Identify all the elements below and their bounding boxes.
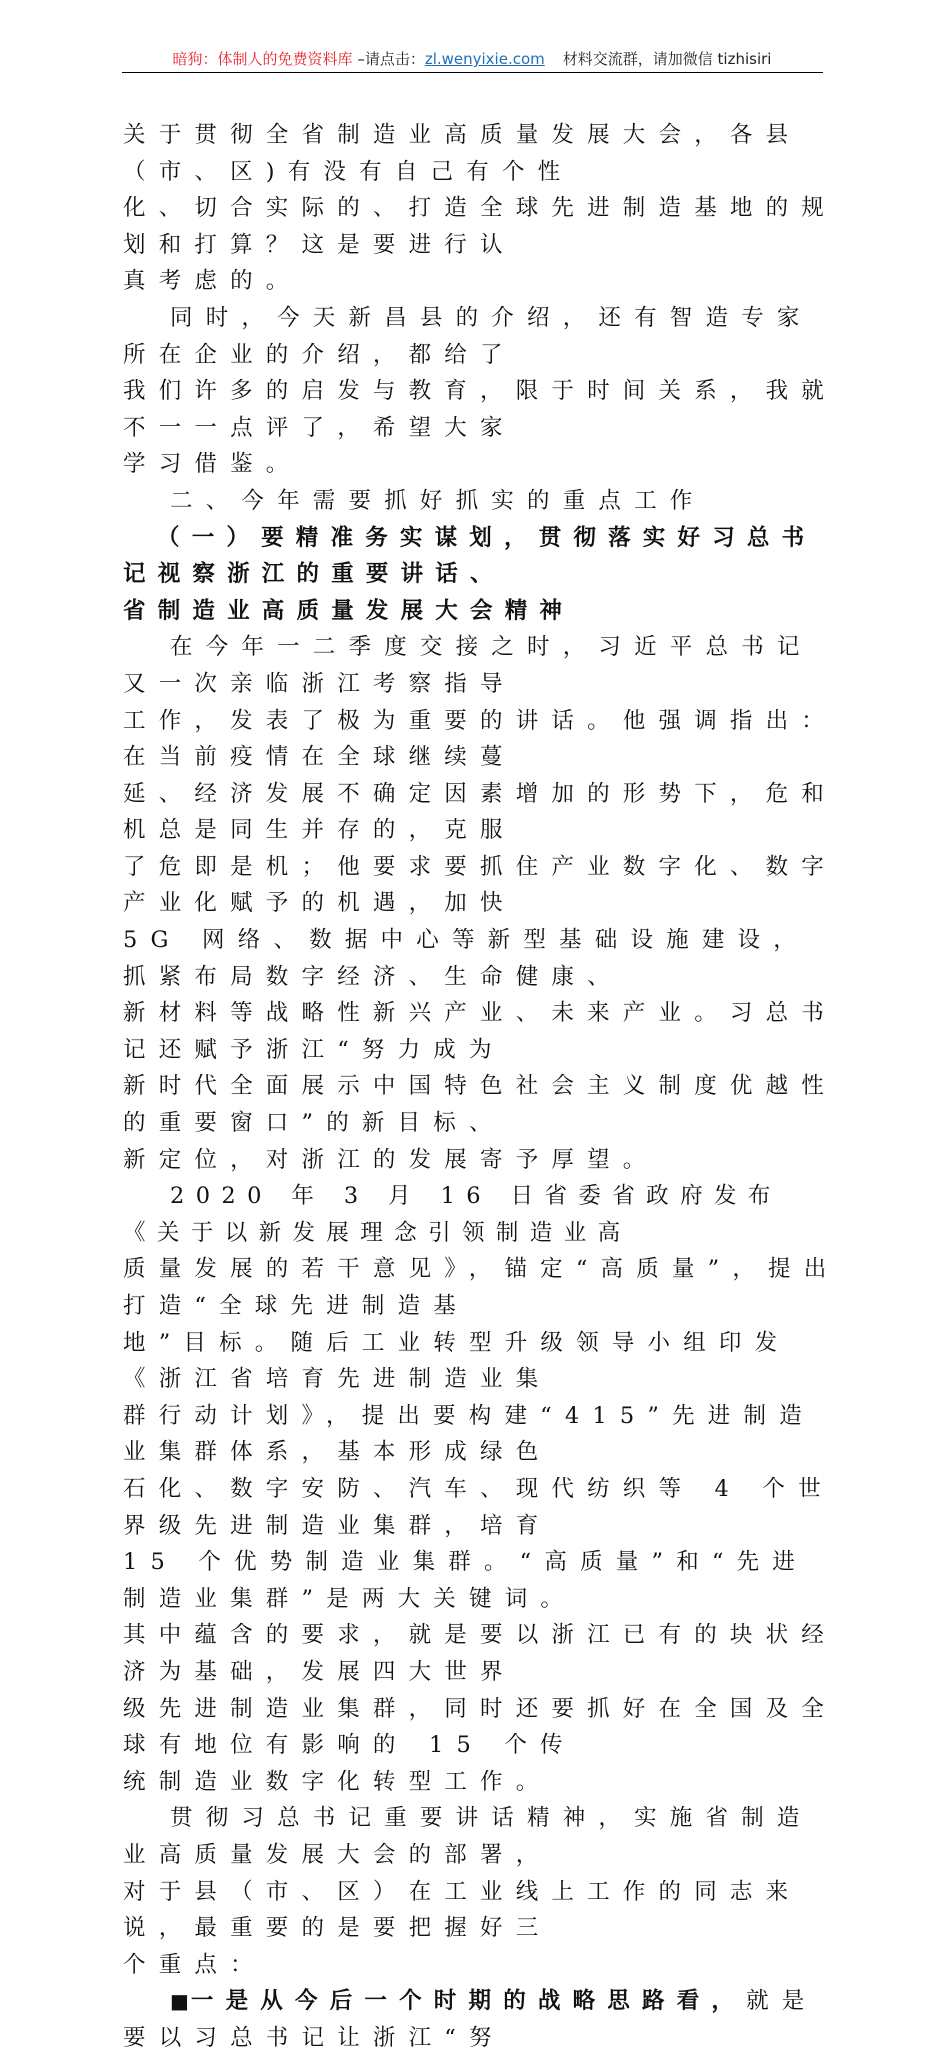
text-line: 石化、数字安防、汽车、现代纺织等 4 个世界级先进制造业集群，培育 [123,1475,834,1539]
section-heading [123,483,843,520]
text-line: 了危即是机；他要求要抓住产业数字化、数字产业化赋予的机遇，加快 [123,853,838,917]
watermark-header [120,46,824,72]
text-line: 我们许多的启发与教育，限于时间关系，我就不一一点评了，希望大家 [123,378,838,441]
bullet-paragraph [123,1983,843,2056]
text-line: 在今年一二季度交接之时，习近平总书记又一次亲临浙江考察指导 [123,634,813,697]
text-line: 地”目标。随后工业转型升级领导小组印发《浙江省培育先进制造业集 [123,1329,791,1393]
text-line: 二、今年需要抓好抓实的重点工作 [170,487,706,514]
text-line: 群行动计划》，提出要构建“415”先进制造业集群体系，基本形成绿色 [123,1402,815,1466]
document-body [123,117,843,2056]
paragraph-2 [123,300,843,483]
text-line: 关于贯彻全省制造业高质量发展大会，各县（市、区)有没有自己有个性 [123,122,802,185]
text-line: 统制造业数字化转型工作。 [123,1768,552,1795]
text-line: （一）要精准务实谋划，贯彻落实好习总书记视察浙江的重要讲话、 [123,524,817,588]
text-line: 新定位，对浙江的发展寄予厚望。 [123,1146,659,1173]
text-line: 工作，发表了极为重要的讲话。他强调指出：在当前疫情在全球继续蔓 [123,707,838,771]
brand-title: 暗狗：体制人的免费资料库 [172,50,353,68]
header-divider [122,72,823,73]
subsection-heading [123,520,843,630]
text-line: 15 个优势制造业集群。“高质量”和“先进制造业集群”是两大关键词。 [123,1549,808,1612]
bold-lead: 一是从今后一个时期的战略思路看， [190,1988,747,2015]
text-line: 延、经济发展不确定因素增加的形势下，危和机总是同生并存的，克服 [123,780,838,844]
text-line: 同时，今天新昌县的介绍，还有智造专家所在企业的介绍，都给了 [123,304,813,368]
text-line: 学习借鉴。 [123,451,302,478]
website-link[interactable]: zl.wenyixie.com [424,50,545,68]
text-line: 对于县（市、区）在工业线上工作的同志来说，最重要的是要把握好三 [123,1878,802,1942]
text-line: 新时代全面展示中国特色社会主义制度优越性的重要窗口”的新目标、 [123,1073,838,1137]
text-line: 真考虑的。 [123,268,302,295]
text-line: 其中蕴含的要求，就是要以浙江已有的块状经济为基础，发展四大世界 [123,1622,838,1685]
paragraph-7 [123,1800,843,1983]
click-prompt: –请点击： [352,50,425,68]
text-line: 2020 年 3 月 16 日省委省政府发布《关于以新发展理念引领制造业高 [123,1183,782,1246]
text-line: 个重点： [123,1951,266,1978]
square-bullet-icon: ■ [170,1989,189,2014]
text-run: 就是要以习总书记让浙江“努 [123,1988,818,2051]
paragraph-6 [123,1178,843,1800]
text-line: 化、切合实际的、打造全球先进制造基地的规划和打算？这是要进行认 [123,195,838,258]
text-line: 5G 网络、数据中心等新型基础设施建设，抓紧布局数字经济、生命健康、 [123,927,809,990]
text-line: 贯彻习总书记重要讲话精神，实施省制造业高质量发展大会的部署， [123,1805,813,1868]
paragraph-5 [123,629,843,1178]
wechat-note: 材料交流群，请加微信 tizhisiri [562,50,772,68]
text-line: 级先进制造业集群，同时还要抓好在全国及全球有地位有影响的 15 个传 [123,1695,838,1759]
text-line: 省制造业高质量发展大会精神 [123,597,575,624]
text-line: 新材料等战略性新兴产业、未来产业。习总书记还赋予浙江“努力成为 [123,1000,838,1063]
paragraph-1 [123,117,843,300]
text-line: 质量发展的若干意见》，锚定“高质量”，提出打造“全球先进制造基 [123,1256,840,1319]
